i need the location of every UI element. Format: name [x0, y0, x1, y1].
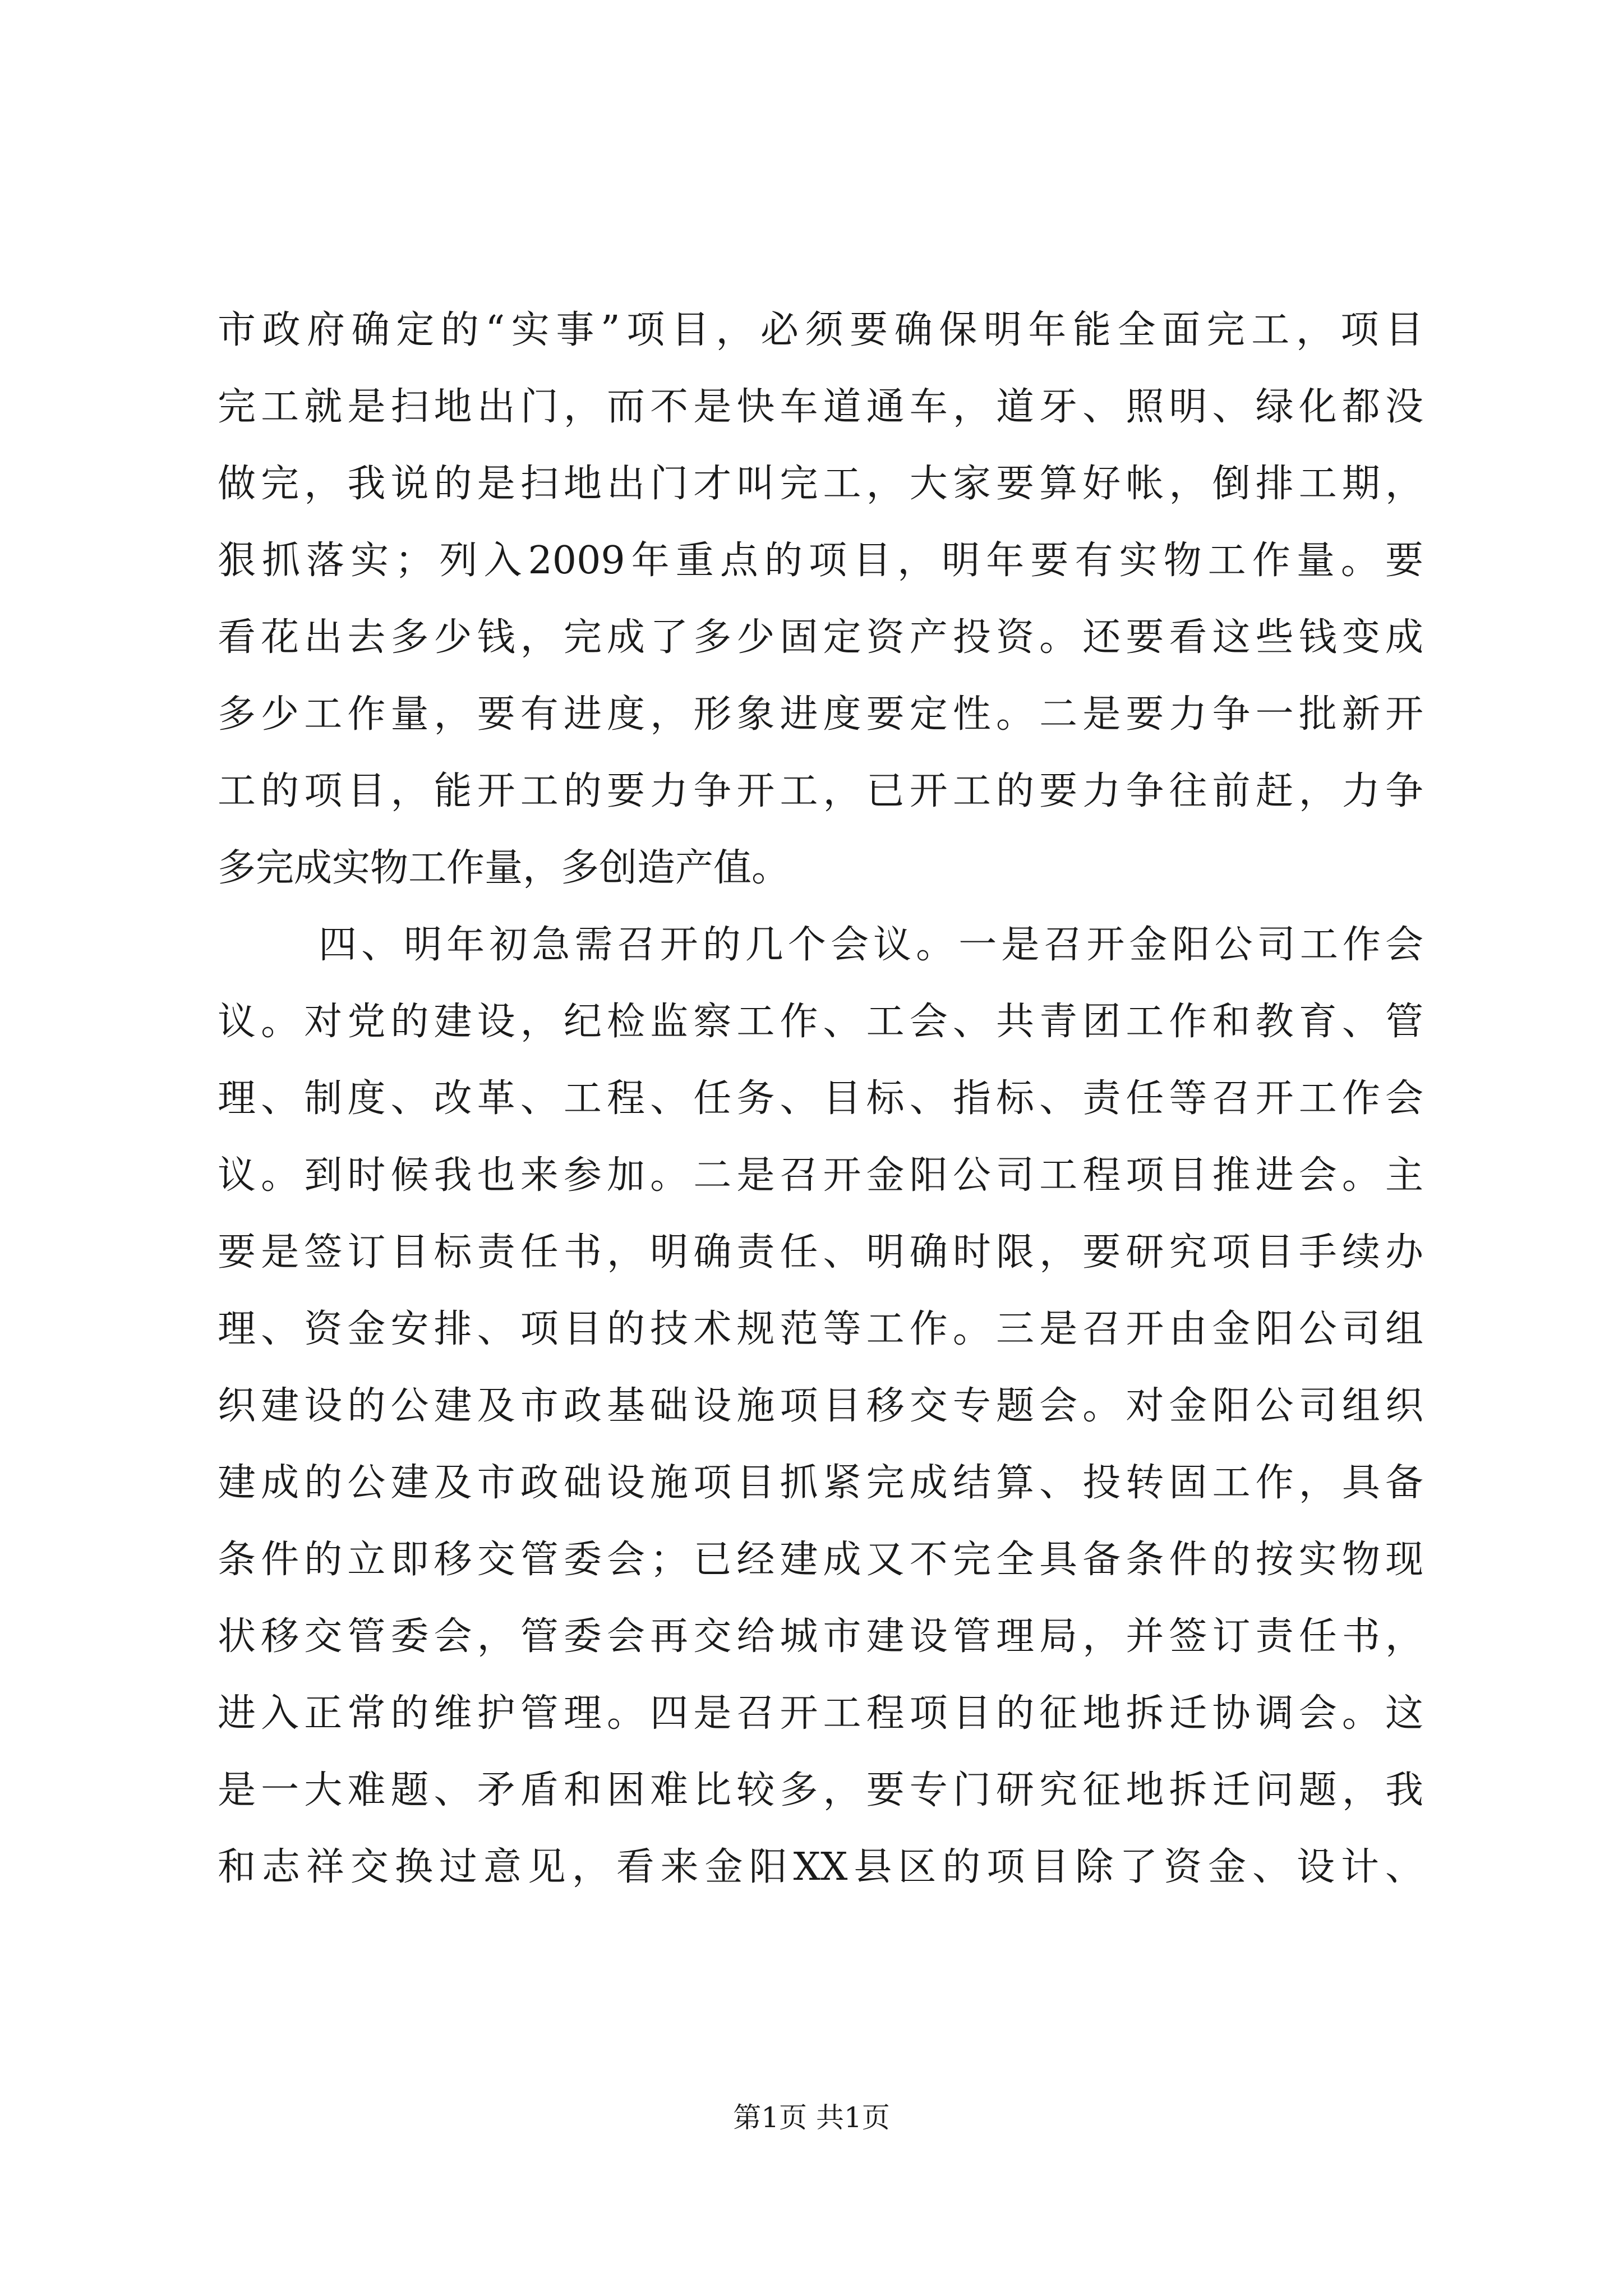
text-line: 理、资金安排、项目的技术规范等工作。三是召开由金阳公司组: [218, 1307, 1423, 1351]
text-line: 是一大难题、矛盾和困难比较多，要专门研究征地拆迁问题，我: [218, 1768, 1423, 1812]
document-body: [218, 292, 1423, 1906]
text-line: 进入正常的维护管理。四是召开工程项目的征地拆迁协调会。这: [218, 1691, 1423, 1736]
paragraph-1: [218, 292, 1423, 907]
paragraph-2: [218, 907, 1423, 1906]
text-line: 建成的公建及市政础设施项目抓紧完成结算、投转固工作，具备: [218, 1461, 1423, 1505]
text-line: 看花出去多少钱，完成了多少固定资产投资。还要看这些钱变成: [218, 615, 1423, 660]
text-line: 织建设的公建及市政基础设施项目移交专题会。对金阳公司组织: [218, 1384, 1423, 1428]
text-line: 条件的立即移交管委会；已经建成又不完全具备条件的按实物现: [218, 1538, 1423, 1582]
text-line: 和志祥交换过意见，看来金阳XX县区的项目除了资金、设计、: [218, 1845, 1423, 1889]
text-line: 四、明年初急需召开的几个会议。一是召开金阳公司工作会: [319, 923, 1423, 967]
page-footer: [0, 2098, 1623, 2137]
text-line: 多完成实物工作量，多创造产值。: [218, 846, 790, 890]
text-line: 做完，我说的是扫地出门才叫完工，大家要算好帐，倒排工期，: [218, 462, 1423, 506]
text-line: 议。对党的建设，纪检监察工作、工会、共青团工作和教育、管: [218, 1000, 1423, 1044]
text-line: 要是签订目标责任书，明确责任、明确时限，要研究项目手续办: [218, 1230, 1423, 1274]
text-line: 市政府确定的“实事”项目，必须要确保明年能全面完工，项目: [218, 308, 1423, 352]
text-line: 状移交管委会，管委会再交给城市建设管理局，并签订责任书，: [218, 1614, 1423, 1659]
text-line: 议。到时候我也来参加。二是召开金阳公司工程项目推进会。主: [218, 1153, 1423, 1198]
text-line: 狠抓落实；列入2009年重点的项目，明年要有实物工作量。要: [218, 539, 1423, 583]
text-line: 工的项目，能开工的要力争开工，已开工的要力争往前赶，力争: [218, 769, 1423, 813]
text-line: 理、制度、改革、工程、任务、目标、指标、责任等召开工作会: [218, 1076, 1423, 1121]
page-number-label: 第1页 共1页: [733, 2101, 890, 2134]
text-line: 多少工作量，要有进度，形象进度要定性。二是要力争一批新开: [218, 692, 1423, 737]
text-line: 完工就是扫地出门，而不是快车道通车，道牙、照明、绿化都没: [218, 385, 1423, 429]
